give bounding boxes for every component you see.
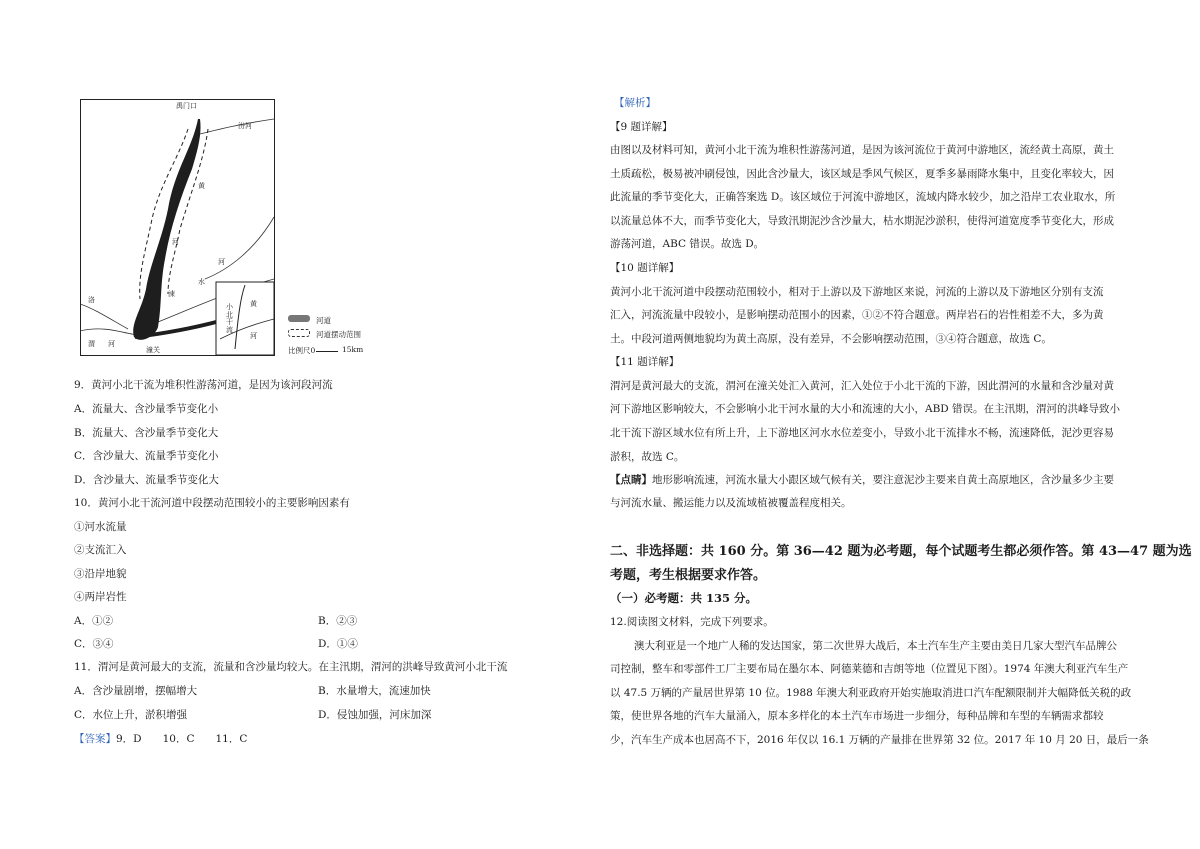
- section-2-line-1: 二、非选择题：共 160 分。第 36—42 题为必考题，每个试题考生都必须作答。第 43—47 题为选: [610, 544, 1192, 559]
- map-inset-huang: 黄: [250, 300, 257, 308]
- map-label-luo: 洛: [88, 296, 95, 304]
- q9-option-b: B．流量大、含沙量季节变化大: [74, 427, 219, 439]
- question-9: 9．黄河小北干流为堆积性游荡河道，是因为该河段河流: [74, 379, 333, 391]
- q9-option-a: A．流量大、含沙量季节变化小: [74, 403, 219, 415]
- map-label-sushui2: 水: [198, 278, 205, 286]
- map-label-wei: 渭: [88, 340, 95, 348]
- legend-range-label: 河道摆动范围: [316, 330, 361, 339]
- analysis-tag: 【解析】: [614, 97, 656, 109]
- material-line-2: 司控制，整车和零部件工厂主要布局在墨尔本、阿德莱德和吉朗等地（位置见下图）。1974 年澳大利亚汽车生产: [610, 663, 1129, 675]
- q10-option-a: A．①②: [74, 615, 114, 627]
- q10-item-4: ④两岸岩性: [74, 591, 127, 603]
- q10-item-2: ②支流汇入: [74, 544, 127, 556]
- legend-river-swatch: [288, 315, 310, 322]
- legend-river-label: 河道: [316, 316, 331, 325]
- material-line-5: 少，汽车生产成本也居高不下，2016 年仅以 16.1 万辆的产量排在世界第 32 位。2017 年 10 月 20 日，最后一条: [610, 734, 1149, 746]
- q9-option-c: C．含沙量大、流量季节变化小: [74, 450, 219, 462]
- detail-11-line-4: 淤积，故选 C。: [610, 451, 685, 463]
- material-line-4: 策，使世界各地的汽车大量涌入，原本多样化的本土汽车市场进一步细分，每种品牌和车型的车辆需求都较: [610, 710, 1104, 722]
- tip-tag: 【点睛】: [610, 474, 652, 486]
- legend-scale-bar: [316, 351, 338, 352]
- map-label-he1: 河: [172, 238, 179, 246]
- question-12: 12.阅读图文材料，完成下列要求。: [610, 616, 774, 628]
- q11-option-d: D．侵蚀加强，河床加深: [318, 709, 432, 721]
- map-label-sushui1: 涑: [168, 290, 175, 298]
- map-label-wei-he: 河: [108, 340, 115, 348]
- detail-9-line-4: 以流量总体不大，而季节变化大，导致汛期泥沙含沙量大，枯水期泥沙淤积，使得河道宽度季节变化大，形成: [610, 215, 1114, 227]
- detail-11-line-1: 渭河是黄河最大的支流，渭河在潼关处汇入黄河，汇入处位于小北干流的下游，因此渭河的水量和含沙量对黄: [610, 380, 1114, 392]
- detail-9-line-5: 游荡河道，ABC 错误。故选 D。: [610, 238, 765, 250]
- section-2-line-2: 考题，考生根据要求作答。: [610, 568, 767, 583]
- legend-range-swatch: [288, 329, 310, 337]
- q10-option-b: B．②③: [318, 615, 358, 627]
- material-line-1: 澳大利亚是一个地广人稀的发达国家，第二次世界大战后，本土汽车生产主要由美日几家大型汽车品牌公: [634, 640, 1117, 652]
- q10-item-1: ①河水流量: [74, 521, 127, 533]
- q11-option-c: C．水位上升，淤积增强: [74, 709, 188, 721]
- tip-text-1: 地形影响流速，河流水量大小跟区域气候有关，要注意泥沙主要来自黄土高原地区，含沙量多少主要: [652, 474, 1114, 486]
- q9-option-d: D．含沙量大、流量季节变化大: [74, 474, 219, 486]
- q10-option-d: D．①④: [318, 638, 358, 650]
- question-11: 11．渭河是黄河最大的支流，流量和含沙量均较大。在主汛期，渭河的洪峰导致黄河小北干流: [74, 661, 508, 673]
- q11-option-a: A．含沙量剧增，摆幅增大: [74, 685, 198, 697]
- section-required: （一）必考题：共 135 分。: [610, 591, 758, 605]
- detail-9-line-1: 由图以及材料可知，黄河小北干流为堆积性游荡河道，是因为该河流位于黄河中游地区，流经黄土高原，黄土: [610, 144, 1114, 156]
- q10-option-c: C．③④: [74, 638, 114, 650]
- answer-tag: 【答案】: [74, 733, 116, 745]
- map-label-he2: 河: [218, 258, 225, 266]
- tip-line-2: 与河流水量、搬运能力以及流域植被覆盖程度相关。: [610, 497, 852, 509]
- legend-scale-label: 比例尺0: [288, 346, 316, 355]
- detail-11-line-3: 北干流下游区域水位有所上升，上下游地区河水水位差变小，导致小北干流排水不畅，流速降低，泥沙更容易: [610, 427, 1114, 439]
- detail-9-tag: 【9 题详解】: [610, 121, 673, 133]
- q10-item-3: ③沿岸地貌: [74, 568, 127, 580]
- map-inset-label: 小北干流: [226, 303, 233, 335]
- map-inset-he: 河: [250, 332, 257, 340]
- material-line-3: 以 47.5 万辆的产量居世界第 10 位。1988 年澳大利亚政府开始实施取消进口汽车配额限制并大幅降低关税的政: [610, 687, 1132, 699]
- map-label-fenhe: 汾河: [238, 122, 252, 130]
- detail-10-line-1: 黄河小北干流河道中段摆动范围较小，相对于上游以及下游地区来说，河流的上游以及下游地区分别有支流: [610, 286, 1104, 298]
- map-legend: [288, 313, 398, 357]
- tip-line-1: [610, 475, 1114, 486]
- q11-option-b: B．水量增大，流速加快: [318, 685, 431, 697]
- detail-10-line-2: 汇入，河流流量中段较小，是影响摆动范围小的因素，①②不符合题意。两岸岩石的岩性相差不大，多为黄: [610, 309, 1104, 321]
- question-10: 10．黄河小北干流河道中段摆动范围较小的主要影响因素有: [74, 497, 350, 509]
- detail-9-line-3: 此流量的季节变化大，正确答案选 D。该区域位于河流中游地区，流域内降水较少，加之沿岸工农业取水，所: [610, 191, 1116, 203]
- detail-10-tag: 【10 题详解】: [610, 262, 680, 274]
- detail-9-line-2: 土质疏松，极易被冲刷侵蚀，因此含沙量大，该区域是季风气候区，夏季多暴雨降水集中，且变化率较大，因: [610, 168, 1114, 180]
- map-label-tongguan: 潼关: [146, 346, 160, 354]
- answer-line: [74, 734, 247, 745]
- river-map: [80, 99, 275, 356]
- detail-11-line-2: 河下游地区影响较大，不会影响小北干河水量的大小和流速的大小，ABD 错误。在主汛期，渭河的洪峰导致小: [610, 403, 1121, 415]
- map-label-yumenkou: 禹门口: [176, 102, 197, 110]
- river-map-drawing: [80, 99, 275, 356]
- answer-text: 9．D 10．C 11．C: [116, 733, 248, 745]
- detail-11-tag: 【11 题详解】: [610, 356, 680, 368]
- map-label-huang: 黄: [198, 182, 205, 190]
- legend-scale-end: 15km: [342, 345, 364, 354]
- detail-10-line-3: 土。中段河道两侧地貌均为黄土高原，没有差异，不会影响摆动范围，③④符合题意，故选 C。: [610, 333, 1052, 345]
